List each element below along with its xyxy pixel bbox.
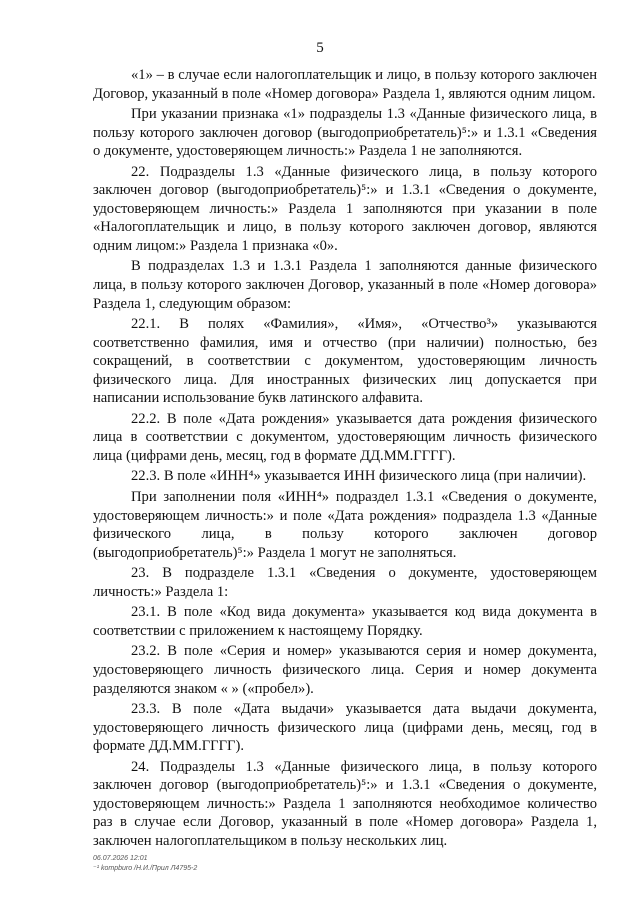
paragraph-6: 22.2. В поле «Дата рождения» указывается дата рождения физического лица в соответствии с документом, удостоверяющим личность физического лица (цифрами день, месяц, год в формате ДД.ММ.ГГГГ).	[93, 410, 597, 464]
footer-reference: ⁻¹ kompburo /Н.И./Прил Л4795-2	[93, 865, 198, 872]
paragraph-2: При указании признака «1» подразделы 1.3 «Данные физического лица, в пользу которого заключен договор (выгодоприобретатель)⁵:» и 1.3.1 «Сведения о документе, удостоверяющем личность:» Раздела 1 не заполняются.	[93, 106, 597, 160]
paragraph-4: В подразделах 1.3 и 1.3.1 Раздела 1 заполняются данные физического лица, в пользу которого заключен Договор, указанный в поле «Номер договора» Раздела 1, следующим образом:	[93, 258, 597, 312]
paragraph-8: При заполнении поля «ИНН⁴» подраздел 1.3.1 «Сведения о документе, удостоверяющем личность:» и поле «Дата рождения» подраздела 1.3 «Данные физического лица, в пользу которого заключен договор (выгодоприобретатель)⁵:» Раздела 1 могут не заполняться.	[93, 489, 597, 561]
paragraph-10: 23.1. В поле «Код вида документа» указывается код вида документа в соответствии с приложением к настоящему Порядку.	[93, 604, 597, 639]
paragraph-12: 23.3. В поле «Дата выдачи» указывается дата выдачи документа, удостоверяющего личность физического лица (цифрами день, месяц, год в формате ДД.ММ.ГГГГ).	[93, 701, 597, 755]
paragraph-7: 22.3. В поле «ИНН⁴» указывается ИНН физического лица (при наличии).	[131, 468, 587, 485]
footer-stamp	[93, 854, 197, 874]
paragraph-5: 22.1. В полях «Фамилия», «Имя», «Отчество³» указываются соответственно фамилия, имя и отчество (при наличии) полностью, без сокращений, в соответствии с документом, удостоверяющим личность физического лица. Для иностранных физических лиц допускается при написании использование букв латинского алфавита.	[93, 316, 597, 407]
footer-date: 06.07.2026 12:01	[93, 855, 148, 862]
page-number: 5	[316, 40, 324, 56]
paragraph-13: 24. Подразделы 1.3 «Данные физического лица, в пользу которого заключен договор (выгодоприобретатель)⁵:» и 1.3.1 «Сведения о документе, удостоверяющем личность:» Раздела 1 заполняются необходимое количество раз в случае если Договор, указанный в поле «Номер договора» Раздела 1, заключен налогоплательщиком в пользу нескольких лиц.	[93, 758, 597, 849]
paragraph-1: «1» – в случае если налогоплательщик и лицо, в пользу которого заключен Договор, указанный в поле «Номер договора» Раздела 1, являются одним лицом.	[93, 67, 597, 102]
paragraph-3: 22. Подразделы 1.3 «Данные физического лица, в пользу которого заключен договор (выгодоприобретатель)⁵:» и 1.3.1 «Сведения о документе, удостоверяющем личность:» Раздела 1 заполняются при указании в поле «Налогоплательщик и лицо, в пользу которого заключен договор, являются одним лицом:» Раздела 1 признака «0».	[93, 163, 597, 254]
paragraph-9: 23. В подразделе 1.3.1 «Сведения о документе, удостоверяющем личность:» Раздела 1:	[93, 565, 597, 600]
paragraph-11: 23.2. В поле «Серия и номер» указываются серия и номер документа, удостоверяющего личность физического лица. Серия и номер документа разделяются знаком « » («пробел»).	[93, 643, 597, 697]
document-body	[93, 66, 597, 852]
